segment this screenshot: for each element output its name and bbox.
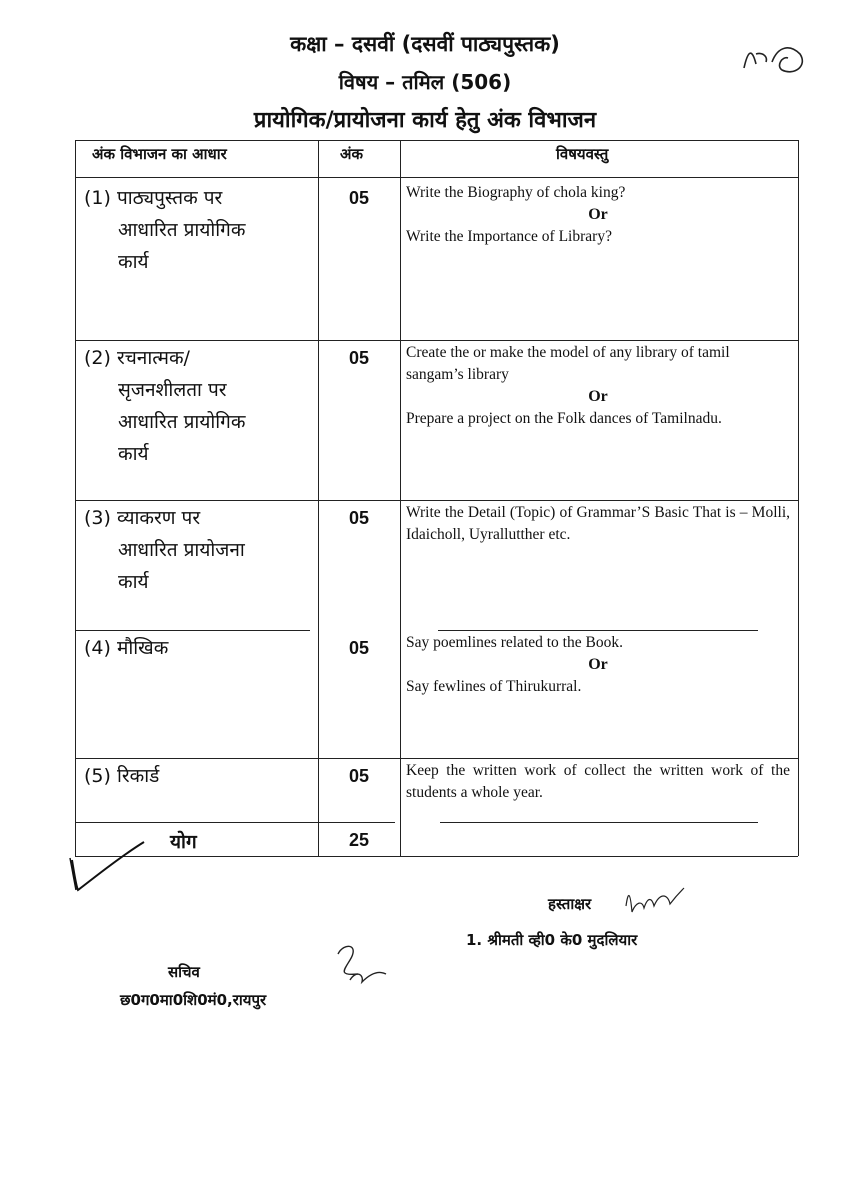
row-5-marks: 05 [348, 766, 370, 786]
row-1-or: Or [588, 206, 608, 223]
row-1-basis-line-2: आधारित प्रायोगिक [118, 219, 246, 241]
row-3-basis-line-2: आधारित प्रायोजना [118, 539, 245, 561]
column-header-content: विषयवस्तु [556, 145, 609, 163]
row-3-basis-line-3: कार्य [118, 571, 149, 593]
column-header-basis: अंक विभाजन का आधार [92, 145, 227, 163]
row-5-option-a: Keep the written work of collect the written work of the students a whole year. [406, 762, 790, 801]
row-1-basis-line-1: (1) पाठ्यपुस्तक पर [84, 187, 223, 209]
column-header-marks: अंक [340, 145, 363, 163]
row-4-content [406, 632, 790, 698]
row-1-marks: 05 [348, 188, 370, 208]
class-heading: कक्षा – दसवीं (दसवीं पाठ्यपुस्तक) [290, 32, 560, 56]
total-label: योग [170, 831, 197, 853]
row-3-border-left [75, 630, 310, 631]
marks-distribution-heading: प्रायोगिक/प्रायोजना कार्य हेतु अंक विभाजन [253, 108, 597, 133]
row-4-option-b: Say fewlines of Thirukurral. [406, 678, 582, 695]
signatory-name: 1. श्रीमती व्ही0 के0 मुदलियार [466, 931, 638, 949]
row-2-marks: 05 [348, 348, 370, 368]
row-2-basis-line-1: (2) रचनात्मक/ [84, 347, 190, 369]
row-2-basis [84, 342, 245, 470]
row-1-basis [84, 182, 245, 278]
subject-heading: विषय – तमिल (506) [338, 70, 512, 94]
row-2-basis-line-2: सृजनशीलता पर [118, 379, 227, 401]
secretary-signature-scribble [330, 940, 400, 990]
row-4-basis [84, 632, 168, 664]
secretary-office: छ0ग0मा0शि0मं0,रायपुर [120, 991, 267, 1009]
row-1-content [406, 182, 790, 248]
row-3-option-a: Write the Detail (Topic) of Grammar’S Basic That is – Molli, Idaicholl, Uyrallutther etc. [406, 504, 790, 543]
signature-scribble [620, 882, 690, 922]
row-2-option-b: Prepare a project on the Folk dances of Tamilnadu. [406, 410, 722, 427]
row-5-basis-line-1: (5) रिकार्ड [84, 765, 160, 787]
row-3-border-right [438, 630, 758, 631]
row-1-border [75, 340, 798, 341]
row-3-marks: 05 [348, 508, 370, 528]
marks-col-right-border [400, 140, 401, 856]
header-bottom-border [75, 177, 798, 178]
row-5-basis [84, 760, 159, 792]
row-1-option-a: Write the Biography of chola king? [406, 184, 626, 201]
row-4-basis-line-1: (4) मौखिक [84, 637, 169, 659]
row-2-content [406, 342, 790, 430]
tick-mark-scribble [64, 838, 154, 898]
row-4-marks: 05 [348, 638, 370, 658]
row-5-content [406, 760, 790, 804]
total-top-border [75, 822, 395, 823]
row-3-content [406, 502, 790, 546]
table-top-border [75, 140, 798, 141]
table-left-border [75, 140, 76, 856]
row-4-border [75, 758, 798, 759]
row-2-basis-line-3: आधारित प्रायोगिक [118, 411, 246, 433]
row-4-or: Or [588, 656, 608, 673]
marks-col-left-border [318, 140, 319, 856]
row-3-basis-line-1: (3) व्याकरण पर [84, 507, 201, 529]
row-2-border [75, 500, 798, 501]
record-underline [440, 822, 758, 823]
row-4-option-a: Say poemlines related to the Book. [406, 634, 623, 651]
row-2-option-a: Create the or make the model of any library of tamil sangam’s library [406, 344, 730, 383]
row-3-basis [84, 502, 245, 598]
secretary-title: सचिव [168, 963, 200, 981]
table-bottom-border [75, 856, 798, 857]
total-marks: 25 [348, 830, 370, 850]
row-2-or: Or [588, 388, 608, 405]
row-2-basis-line-4: कार्य [118, 443, 149, 465]
signature-label: हस्ताक्षर [548, 895, 592, 913]
row-1-option-b: Write the Importance of Library? [406, 228, 612, 245]
row-1-basis-line-3: कार्य [118, 251, 149, 273]
table-right-border [798, 140, 799, 856]
